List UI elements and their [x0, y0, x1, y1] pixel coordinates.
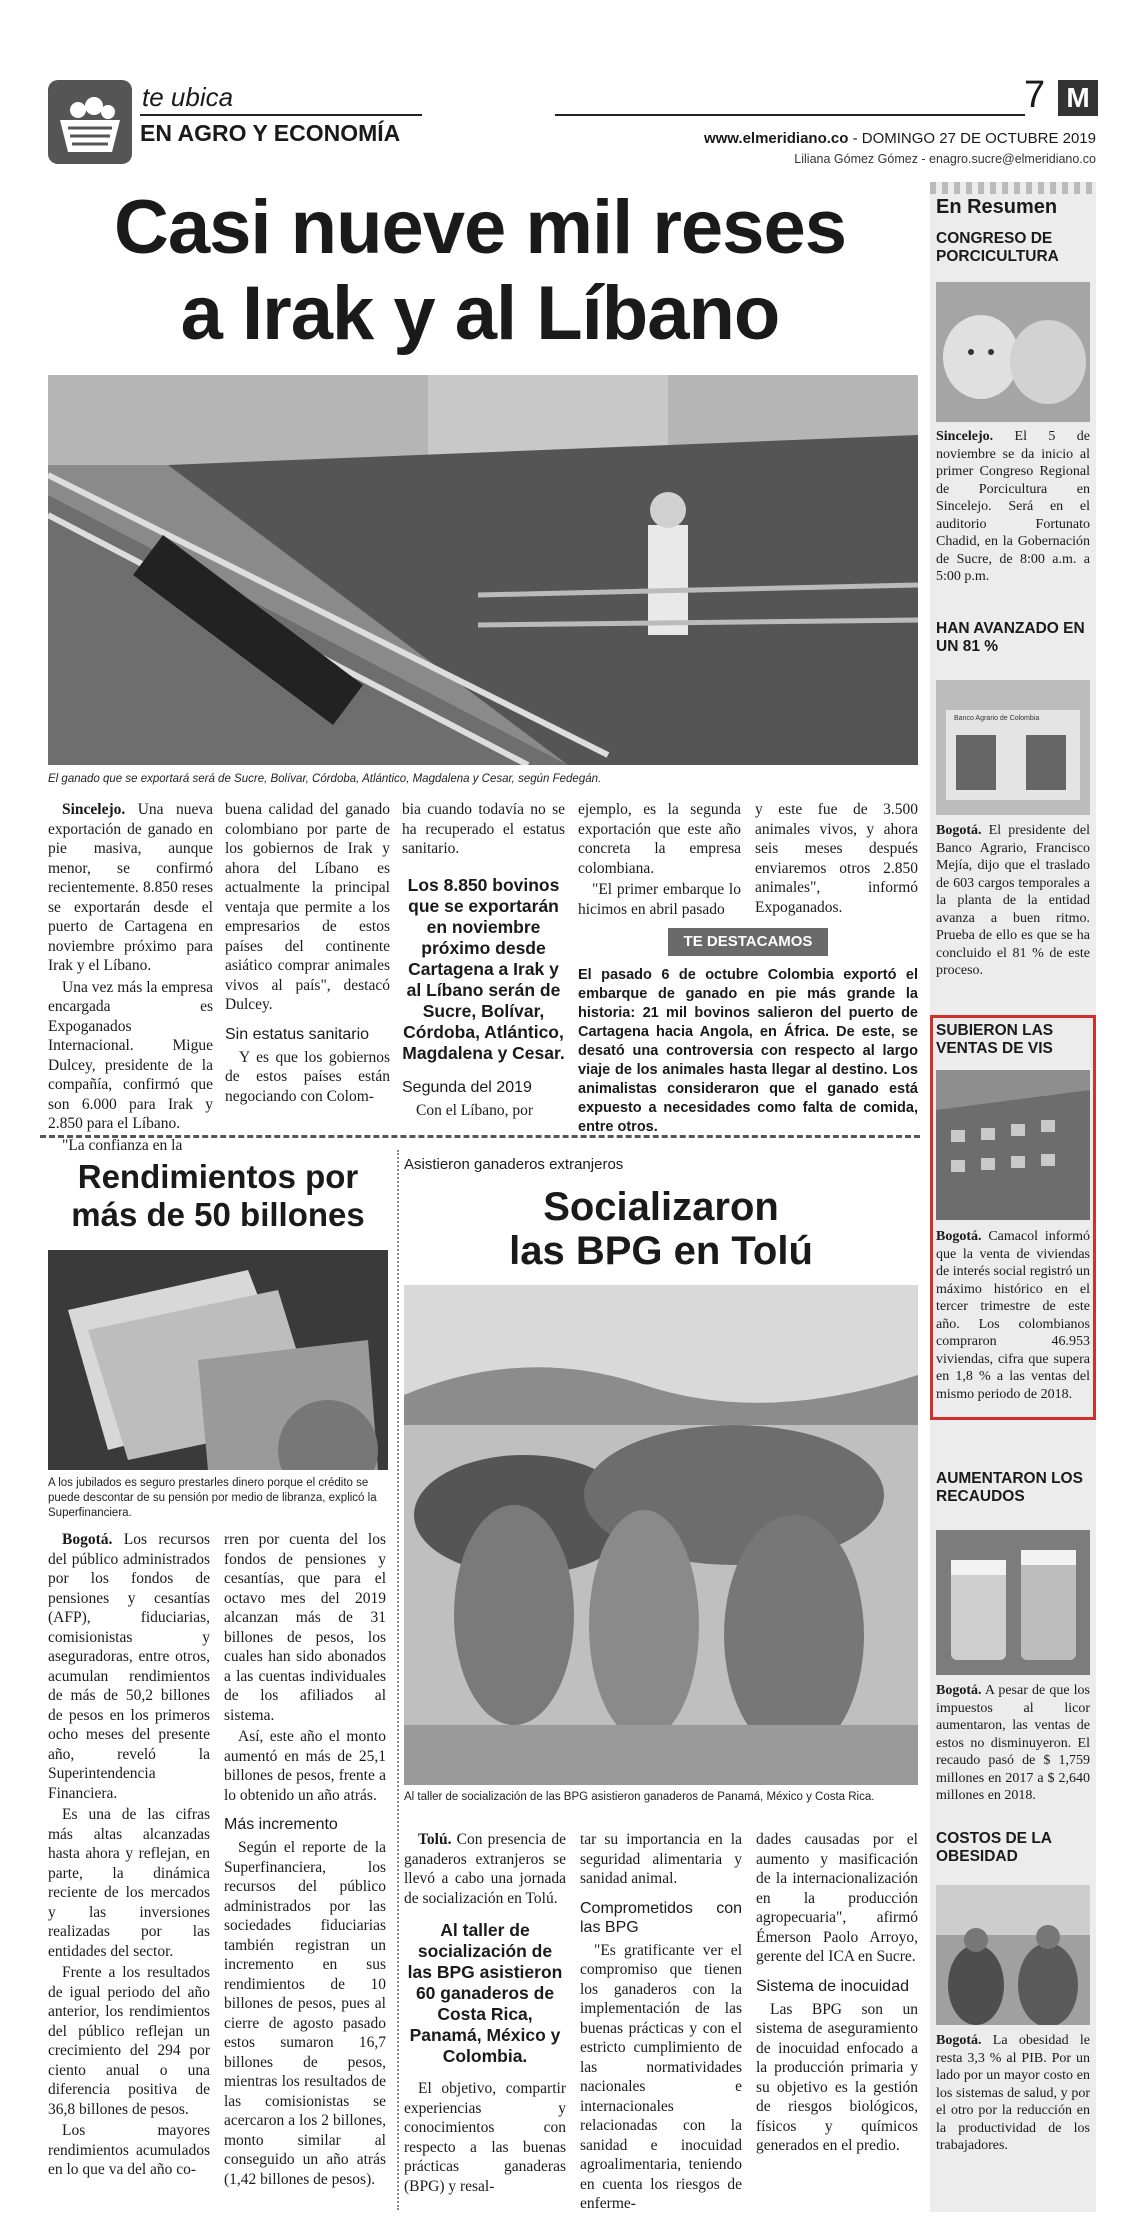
header-rule-right — [555, 114, 1025, 116]
dateline-lead: Tolú. — [418, 1831, 452, 1848]
paragraph: Los mayores rendimientos acumulados en lo que va del año co- — [48, 2122, 210, 2178]
sidebar-item-head: CONGRESO DE PORCICULTURA — [936, 230, 1059, 265]
paragraph: El objetivo, compartir experiencias y conocimientos con respecto a las buenas prácticas ganaderas (BPG) y resal- — [404, 2080, 566, 2195]
paragraph: tar su importancia en la seguridad alimentaria y sanidad animal. — [580, 1831, 742, 1887]
bpg-col-3 — [756, 1830, 918, 2158]
main-headline — [40, 185, 920, 357]
sidebar-photo-beer — [936, 1530, 1090, 1675]
sidebar-item-text — [936, 428, 1090, 586]
sidebar-photo-buildings — [936, 1070, 1090, 1220]
paragraph: Y es que los gobiernos de estos países están negociando con Colom- — [225, 1048, 390, 1105]
paragraph: Es una de las cifras más altas alcanzadas hasta ahora y reflejan, en parte, la dinámica reciente de los mercados y las inversiones realizadas por las entidades del sector. — [48, 1806, 210, 1960]
dateline — [640, 130, 1096, 147]
dateline-lead: Bogotá. — [62, 1531, 113, 1548]
subheading: Sistema de inocuidad — [756, 1977, 909, 1995]
subheading: Comprometidos con las BPG — [580, 1899, 742, 1936]
bpg-photo-caption: Al taller de socialización de las BPG asistieron ganaderos de Panamá, México y Costa Rica. — [404, 1791, 875, 1803]
section-logo-icon — [48, 80, 132, 164]
sidebar-item-text — [936, 1228, 1090, 1403]
paragraph: Los recursos del público administrados por los fondos de pensiones y cesantías (AFP), fiduciarias, comisionistas y aseguradoras, entre otros, acumulan rendimientos de más de 50,2 billones de pesos en los primeros ocho meses del presente año, reveló la Superintendencia Financiera. — [48, 1531, 210, 1802]
main-photo — [48, 375, 918, 765]
paragraph: "El primer embarque lo hicimos en abril pasado — [578, 881, 741, 918]
page-number: 7 — [1024, 74, 1046, 116]
destacamos-badge: TE DESTACAMOS — [668, 928, 828, 956]
paragraph: Una vez más la empresa encargada es Expoganados Internacional. Migue Dulcey, presidente de la compañía, confirmó que son 6.000 para Irak y 2.850 para el Líbano. — [48, 978, 213, 1132]
dateline-lead: Sincelejo. — [62, 801, 126, 818]
sidebar-item-head: AUMENTARON LOS RECAUDOS — [936, 1470, 1083, 1505]
paragraph: Con presencia de ganaderos extranjeros se llevó a cabo una jornada de socialización en Tolú. — [404, 1831, 566, 1907]
paragraph: Las BPG son un sistema de aseguramiento de inocuidad enfocado a la producción primaria y su objetivo es la gestión de riesgos biológicos, físicos y químicos generados en el predio. — [756, 2000, 918, 2154]
paragraph: Con el Líbano, por — [416, 1101, 534, 1119]
paragraph: rren por cuenta del los fondos de pensiones y cesantías, que para el octavo mes del 2019 alcanzan más de 31 billones de pesos, los cuales han sido abonados a las cuentas individuales de los afiliados al sistema. — [224, 1531, 386, 1724]
pullquote: Al taller de socialización de las BPG asistieron 60 ganaderos de Costa Rica, Panamá, México y Colombia. — [407, 1920, 563, 2066]
column-divider — [397, 1150, 399, 2210]
subheading: Segunda del 2019 — [402, 1078, 532, 1096]
dateline-lead: Sincelejo. — [936, 429, 994, 444]
main-col-5 — [755, 800, 918, 919]
sidebar-item-text — [936, 2032, 1090, 2155]
main-col-3 — [402, 800, 565, 1122]
sidebar-photo-people — [936, 1885, 1090, 2025]
section-kicker: te ubica — [142, 82, 234, 112]
paragraph: Una nueva exportación de ganado en pie masiva, aunque menor, se confirmó recientemente. 8.850 reses se exportarán desde el puerto de Cartagena en noviembre próximo para Irak y el Líbano. — [48, 801, 213, 974]
paragraph: Camacol informó que la venta de viviendas de interés social registró un máximo histórico en el tercer trimestre de este año. Los colombianos compraron 46.953 viviendas, cifra que supera en 1,8 % a las ventas del mismo periodo de 2018. — [936, 1229, 1090, 1402]
paragraph: "La confianza en la — [62, 1136, 183, 1154]
main-col-4 — [578, 800, 741, 921]
bpg-col-1 — [404, 1830, 566, 2198]
date-text: - DOMINGO 27 DE OCTUBRE 2019 — [848, 130, 1096, 147]
sidebar-item-text — [936, 1682, 1090, 1805]
rend-photo — [48, 1250, 388, 1470]
subheading: Sin estatus sanitario — [225, 1025, 370, 1043]
pullquote: Los 8.850 bovinos que se exportarán en noviembre próximo desde Cartagena a Irak y al Líbano serán de Sucre, Bolívar, Córdoba, Atlántico, Magdalena y Cesar. — [402, 874, 565, 1063]
paragraph: y este fue de 3.500 animales vivos, y ahora seis meses después enviaremos otros 2.850 animales", informó Expoganados. — [755, 801, 918, 916]
sidebar-title: En Resumen — [936, 196, 1058, 218]
main-headline-line-2: a Irak y al Líbano — [180, 271, 780, 356]
main-headline-line-1: Casi nueve mil reses — [114, 185, 846, 270]
paragraph: dades causadas por el aumento y masificación de la internacionalización en la producción agropecuaria", afirmó Émerson Paolo Arroyo, gerente del ICA en Sucre. — [756, 1831, 918, 1965]
paragraph: El 5 de noviembre se da inicio al primer Congreso Regional de Porcicultura en Sincelejo. Será en el auditorio Fortunato Chadid, en la Gobernación de Sucre, de 8:00 a.m. a 5:00 p.m. — [936, 429, 1090, 584]
dateline-lead: Bogotá. — [936, 1229, 982, 1244]
site-url[interactable]: www.elmeridiano.co — [703, 130, 849, 147]
sidebar-photo-pigs — [936, 282, 1090, 422]
paragraph: El presidente del Banco Agrario, Francisco Mejía, dijo que el traslado de 603 cargos temporales a la planta de la entidad avanza a buen ritmo. Prueba de ello es que se ha concluido el 81 % de este proceso. — [936, 823, 1090, 978]
rend-col-2 — [224, 1530, 386, 2191]
destacamos-text: El pasado 6 de octubre Colombia exportó el embarque de ganado en pie más grande la historia: 21 mil bovinos salieron del puerto de Cartagena hacia Angola, en África. De este, se desató una controversia con respecto al largo viaje de los animales hasta llegar al destino. Los animalistas consideraron que el ganado está expuesto a necesidades como falta de comida, entre otros. — [578, 967, 918, 1135]
main-col-2 — [225, 800, 390, 1108]
section-title: EN AGRO Y ECONOMÍA — [140, 120, 401, 146]
logo-letter: M — [1066, 82, 1090, 113]
bpg-col-2 — [580, 1830, 742, 2216]
paragraph: buena calidad del ganado colombiano por parte de los gobiernos de Irak y ahora del Líbano es actualmente la principal ventaja que permite a los empresarios de estos países del continente asiático comprar animales vivos al país", destacó Dulcey. — [225, 801, 390, 1013]
paragraph: La obesidad le resta 3,3 % al PIB. Por un lado por un mayor costo en los sistemas de salud, y por el otro por la reducción en la productividad de los trabajadores. — [936, 2033, 1090, 2153]
paragraph: ejemplo, es la segunda exportación que este año concreta la empresa colombiana. — [578, 801, 741, 877]
main-photo-caption: El ganado que se exportará será de Sucre, Bolívar, Córdoba, Atlántico, Magdalena y Cesar, según Fedegán. — [48, 773, 602, 785]
rend-col-1 — [48, 1530, 210, 2182]
rend-photo-caption: A los jubilados es seguro prestarles dinero porque el crédito se puede descontar de su pensión por medio de libranza, explicó la Superfinanciera. — [48, 1477, 377, 1519]
section-divider — [40, 1135, 920, 1138]
sidebar-item-head: SUBIERON LAS VENTAS DE VIS — [936, 1022, 1054, 1057]
paragraph: Según el reporte de la Superfinanciera, los recursos del público administrados por las sociedades fiduciarias también registran un incremento en sus rendimientos de 10 billones de pesos, pues al cierre de agosto pasado estos sumaron 16,7 billones de pesos, mientras los resultados de las comisionistas se acercaron a los 2 billones, monto similar al conseguido un año atrás (1,42 billones de pesos). — [224, 1839, 386, 2188]
byline: Liliana Gómez Gómez - enagro.sucre@elmeridiano.co — [794, 152, 1096, 166]
logo — [1058, 80, 1098, 116]
paragraph: Frente a los resultados de igual periodo del año anterior, los rendimientos del público reflejan un crecimiento del 294 por ciento anual o una diferencia positiva de 36,8 billones de pesos. — [48, 1964, 210, 2118]
paragraph: bia cuando todavía no se ha recuperado el estatus sanitario. — [402, 801, 565, 857]
paragraph: A pesar de que los impuestos al licor aumentaron, las ventas de estos no disminuyeron. El recaudo pasó de $ 1,759 millones en 2017 a $ 2,640 millones en 2018. — [936, 1683, 1090, 1803]
sidebar-item-head: COSTOS DE LA OBESIDAD — [936, 1830, 1052, 1865]
paragraph: "Es gratificante ver el compromiso que tienen los ganaderos con la implementación de las buenas prácticas y con el estricto cumplimiento de las normatividades nacionales e internacionales relacionadas con la sanidad e inocuidad agroalimentaria, teniendo en cuenta los riesgos de enferme- — [580, 1941, 742, 2212]
rend-headline: Rendimientos por más de 50 billones — [71, 1158, 365, 1233]
dateline-lead: Bogotá. — [936, 1683, 982, 1698]
bpg-headline-line-1: Socializaron — [543, 1185, 779, 1229]
subheading: Más incremento — [224, 1816, 338, 1833]
sidebar-item-head: HAN AVANZADO EN UN 81 % — [936, 620, 1085, 655]
bpg-photo — [404, 1285, 918, 1785]
dateline-lead: Bogotá. — [936, 823, 982, 838]
bpg-kicker: Asistieron ganaderos extranjeros — [404, 1156, 624, 1173]
bpg-headline — [404, 1185, 918, 1273]
sidebar-pattern — [930, 182, 1096, 194]
bank-sign: Banco Agrario de Colombia — [954, 715, 1040, 722]
header-rule — [140, 114, 422, 116]
main-col-1 — [48, 800, 213, 1157]
paragraph: Así, este año el monto aumentó en más de 25,1 billones de pesos, frente a lo obtenido un año atrás. — [224, 1728, 386, 1804]
sidebar-item-text — [936, 822, 1090, 980]
bpg-headline-line-2: las BPG en Tolú — [509, 1229, 813, 1273]
dateline-lead: Bogotá. — [936, 2033, 982, 2048]
sidebar-photo-bank — [936, 680, 1090, 815]
